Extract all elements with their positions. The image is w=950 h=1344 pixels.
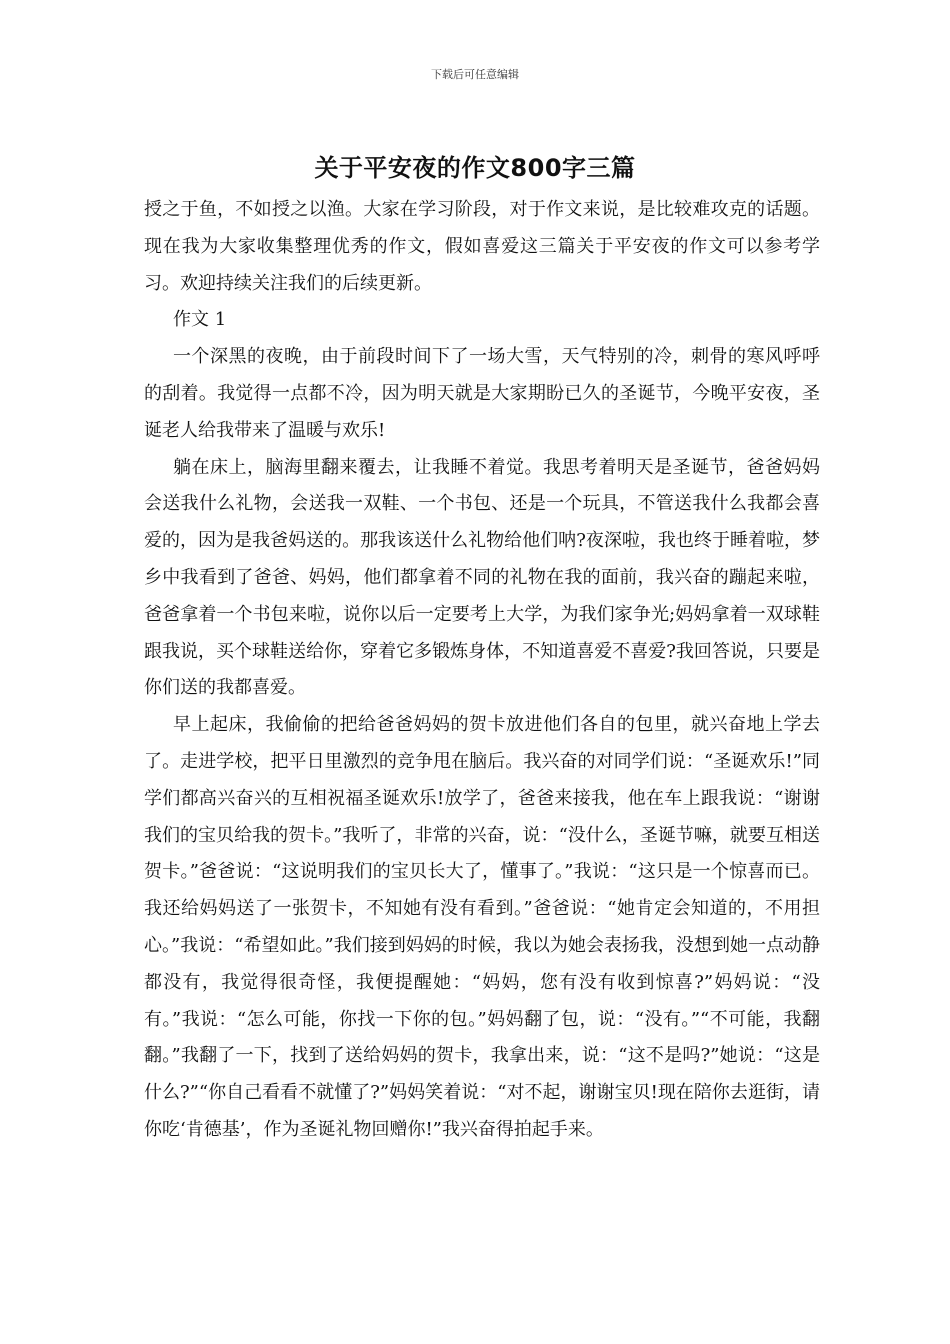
body-paragraph: 一个深黑的夜晚，由于前段时间下了一场大雪，天气特别的冷，刺骨的寒风呼呼的刮着。我觉得一点都不冷，因为明天就是大家期盼已久的圣诞节，今晚平安夜，圣诞老人给我带来了温暖与欢乐! bbox=[144, 346, 820, 441]
header-note: 下载后可任意编辑 bbox=[431, 68, 519, 81]
section-label: 作文 1 bbox=[173, 309, 227, 331]
document-title: 关于平安夜的作文800字三篇 bbox=[314, 154, 636, 182]
body-paragraph: 早上起床，我偷偷的把给爸爸妈妈的贺卡放进他们各自的包里，就兴奋地上学去了。走进学校，把平日里激烈的竞争甩在脑后。我兴奋的对同学们说：“圣诞欢乐!”同学们都高兴奋兴的互相祝福圣诞欢乐!放学了，爸爸来接我，他在车上跟我说：“谢谢我们的宝贝给我的贺卡。”我听了，非常的兴奋，说：“没什么，圣诞节嘛，就要互相送贺卡。”爸爸说：“这说明我们的宝贝长大了，懂事了。”我说：“这只是一个惊喜而已。我还给妈妈送了一张贺卡，不知她有没有看到。”爸爸说：“她肯定会知道的，不用担心。”我说：“希望如此。”我们接到妈妈的时候，我以为她会表扬我，没想到她一点动静都没有，我觉得很奇怪，我便提醒她：“妈妈，您有没有收到惊喜?”妈妈说：“没有。”我说：“怎么可能，你找一下你的包。”妈妈翻了包，说：“没有。”“不可能，我翻翻。”我翻了一下，找到了送给妈妈的贺卡，我拿出来，说：“这不是吗?”她说：“这是什么?”“你自己看看不就懂了?”妈妈笑着说：“对不起，谢谢宝贝!现在陪你去逛街，请你吃‘肯德基’，作为圣诞礼物回赠你!”我兴奋得拍起手来。 bbox=[144, 714, 820, 1140]
intro-paragraph: 授之于鱼，不如授之以渔。大家在学习阶段，对于作文来说，是比较难攻克的话题。现在我为大家收集整理优秀的作文，假如喜爱这三篇关于平安夜的作文可以参考学习。欢迎持续关注我们的后续更新。 bbox=[144, 199, 820, 294]
document-body bbox=[144, 192, 820, 1149]
body-paragraph: 躺在床上，脑海里翻来覆去，让我睡不着觉。我思考着明天是圣诞节，爸爸妈妈会送我什么礼物，会送我一双鞋、一个书包、还是一个玩具，不管送我什么我都会喜爱的，因为是我爸妈送的。那我该送什么礼物给他们呐?夜深啦，我也终于睡着啦，梦乡中我看到了爸爸、妈妈，他们都拿着不同的礼物在我的面前，我兴奋的蹦起来啦，爸爸拿着一个书包来啦，说你以后一定要考上大学，为我们家争光;妈妈拿着一双球鞋跟我说，买个球鞋送给你，穿着它多锻炼身体，不知道喜爱不喜爱?我回答说，只要是你们送的我都喜爱。 bbox=[144, 456, 820, 699]
